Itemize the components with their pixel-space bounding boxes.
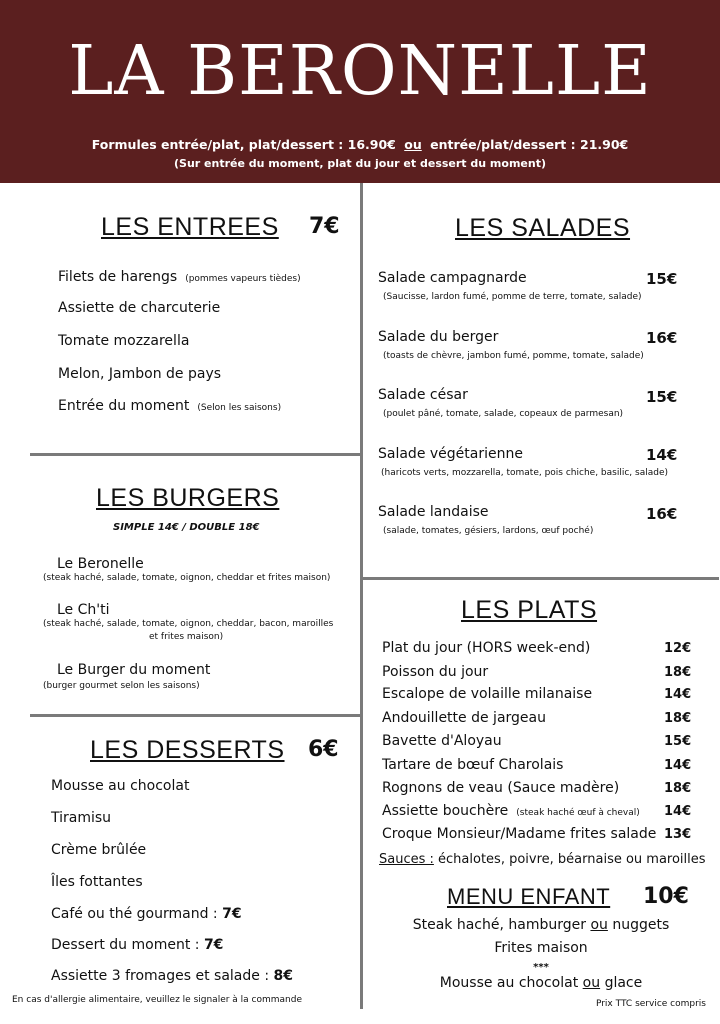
salade-desc: (haricots verts, mozzarella, tomate, pois chiche, basilic, salade) [381,468,668,478]
enfant-line-3 [363,975,719,991]
entree-item [58,269,301,285]
entrees-title: LES ENTREES [101,213,279,241]
plat-name: Rognons de veau (Sauce madère) [382,780,620,796]
plat-name: Croque Monsieur/Madame frites salade [382,826,657,842]
dessert-name: Crème brûlée [51,842,147,858]
entree-item [58,366,221,382]
formula-ou: ou [404,137,422,152]
salade-price: 15€ [646,270,678,288]
plat-name: Andouillette de jargeau [382,710,546,726]
enfant-text: Steak haché, hamburger [412,917,586,933]
plat-name: Bavette d'Aloyau [382,733,502,749]
dessert-item [51,968,293,984]
dessert-name: Dessert du moment : [51,937,200,953]
entree-note: (Selon les saisons) [197,403,282,413]
salade-name: Salade césar [378,387,468,403]
enfant-title: MENU ENFANT [447,884,611,909]
entree-name: Assiette de charcuterie [58,300,221,316]
dessert-name: Îles fottantes [51,874,143,890]
salade-name: Salade végétarienne [378,446,523,462]
salade-desc: (poulet pâné, tomate, salade, copeaux de parmesan) [383,409,624,419]
dessert-name: Café ou thé gourmand : [51,906,218,922]
entree-name: Entrée du moment [58,398,190,414]
burger-name: Le Beronelle [57,556,144,572]
plat-item [382,803,640,819]
allergy-notice: En cas d'allergie alimentaire, veuillez le signaler à la commande [12,995,303,1005]
salade-desc: (salade, tomates, gésiers, lardons, œuf poché) [383,526,594,536]
enfant-line-1 [363,917,719,933]
entree-name: Tomate mozzarella [58,333,190,349]
dessert-price: 7€ [203,937,224,953]
plat-name: Escalope de volaille milanaise [382,686,593,702]
restaurant-title: LA BERONELLE [68,32,652,111]
salade-price: 14€ [646,446,678,464]
entree-item [58,398,281,414]
dessert-item [51,906,242,922]
salade-desc: (Saucisse, lardon fumé, pomme de terre, tomate, salade) [383,292,642,302]
burgers-subtitle: SIMPLE 14€ / DOUBLE 18€ [113,522,260,533]
enfant-ou: ou [590,917,608,933]
divider-entrees-burgers [30,453,360,456]
enfant-price: 10€ [643,884,689,909]
burger-desc: (steak haché, salade, tomate, oignon, cheddar, bacon, maroilles [43,619,334,629]
divider-salades-plats [363,577,719,580]
formula-mid: entrée/plat/dessert : [430,137,576,152]
burger-name: Le Burger du moment [57,662,211,678]
formula-price-1: 16.90€ [347,137,396,152]
salade-price: 16€ [646,329,678,347]
desserts-price: 6€ [308,737,339,762]
plat-price: 15€ [664,734,692,749]
plat-price: 18€ [664,781,692,796]
formula-prefix: Formules entrée/plat, plat/dessert : [91,137,344,152]
dessert-item [51,937,223,953]
plat-price: 18€ [664,711,692,726]
plats-title: LES PLATS [461,596,598,624]
enfant-stars: *** [533,962,549,973]
burger-name: Le Ch'ti [57,602,110,618]
salade-name: Salade landaise [378,504,489,520]
entree-item [58,300,220,316]
dessert-price: 8€ [273,968,293,984]
entree-note: (pommes vapeurs tièdes) [185,274,301,284]
sauces-line [379,852,706,867]
formula-line [0,137,720,152]
salade-name: Salade campagnarde [378,270,527,286]
prices-notice: Prix TTC service compris [595,999,706,1009]
plat-name: Assiette bouchère [382,803,509,819]
burgers-title: LES BURGERS [96,484,280,512]
dessert-name: Assiette 3 fromages et salade : [51,968,270,984]
salade-name: Salade du berger [378,329,499,345]
salade-desc: (toasts de chèvre, jambon fumé, pomme, tomate, salade) [383,351,644,361]
plat-name: Tartare de bœuf Charolais [382,757,564,773]
plat-price: 14€ [664,687,692,702]
sauces-label: Sauces : [379,852,434,867]
enfant-text: glace [604,975,643,991]
enfant-ou: ou [582,975,601,991]
plat-name: Plat du jour (HORS week-end) [382,640,591,656]
sauces-text: échalotes, poivre, béarnaise ou maroilles [438,852,706,867]
plat-price: 14€ [664,804,692,819]
burger-desc-cont: et frites maison) [149,632,224,642]
entree-name: Filets de harengs [58,269,178,285]
enfant-line-2: Frites maison [494,940,588,956]
formula-note: (Sur entrée du moment, plat du jour et dessert du moment) [174,157,546,170]
plat-price: 13€ [664,827,692,842]
formula-price-2: 21.90€ [580,137,629,152]
salade-price: 15€ [646,388,678,406]
divider-burgers-desserts [30,714,360,717]
burger-desc: (steak haché, salade, tomate, oignon, cheddar et frites maison) [43,573,331,583]
dessert-price: 7€ [222,906,242,922]
desserts-title: LES DESSERTS [90,736,285,764]
plat-note: (steak haché œuf à cheval) [516,808,640,818]
entree-name: Melon, Jambon de pays [58,366,222,382]
vertical-divider [360,183,363,1009]
burger-desc: (burger gourmet selon les saisons) [43,681,200,691]
plat-price: 12€ [664,641,692,656]
plat-price: 14€ [664,758,692,773]
header-banner [0,0,720,183]
entree-item [58,333,189,349]
dessert-name: Tiramisu [51,810,112,826]
dessert-name: Mousse au chocolat [51,778,190,794]
enfant-text: nuggets [612,917,670,933]
plat-name: Poisson du jour [382,664,489,680]
salades-title: LES SALADES [455,214,631,242]
enfant-text: Mousse au chocolat [439,975,579,991]
salade-price: 16€ [646,505,678,523]
entrees-price: 7€ [309,214,340,239]
plat-price: 18€ [664,665,692,680]
